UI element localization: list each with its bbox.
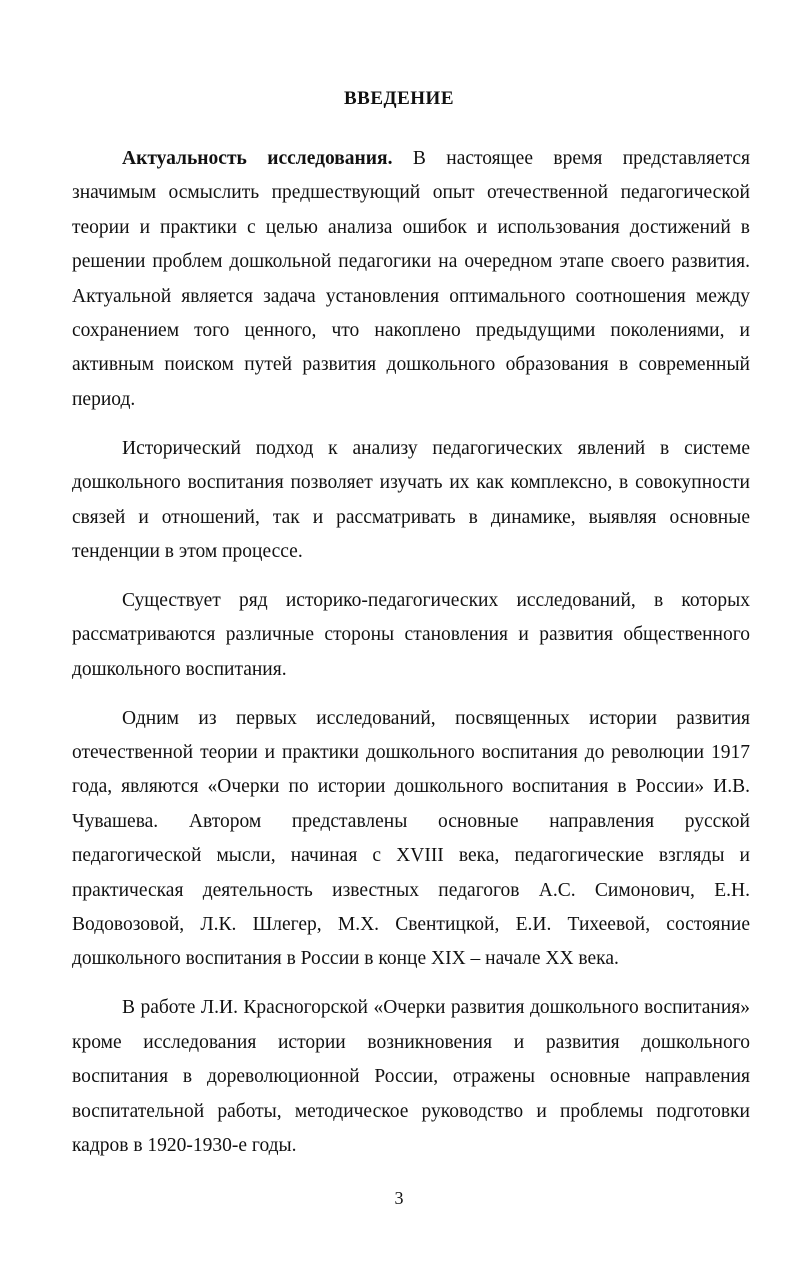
page-number: 3	[394, 1188, 404, 1208]
paragraph-krasnogorskaya: В работе Л.И. Красногорской «Очерки развития дошкольного воспитания» кроме исследования истории возникновения и развития дошкольного воспитания в дореволюционной России, отражены основные направления воспитательной работы, методическое руководство и проблемы подготовки кадров в 1920-1930-е годы.	[72, 997, 750, 1156]
paragraph-existing-research: Существует ряд историко-педагогических исследований, в которых рассматриваются различные стороны становления и развития общественного дошкольного воспитания.	[72, 589, 750, 680]
paragraph-chuvashev: Одним из первых исследований, посвященных истории развития отечественной теории и практики дошкольного воспитания до революции 1917 года, являются «Очерки по истории дошкольного воспитания в России» И.В. Чувашева. Автором представлены основные направления русской педагогической мысли, начиная с XVIII века, педагогические взгляды и практическая деятельность известных педагогов А.С. Симонович, Е.Н. Водовозовой, Л.К. Шлегер, М.Х. Свентицкой, Е.И. Тихеевой, состояние дошкольного воспитания в России в конце XIX – начале XX века.	[72, 707, 750, 970]
paragraph-lead-heading: Актуальность исследования.	[122, 148, 393, 169]
page-title: ВВЕДЕНИЕ	[344, 88, 454, 109]
paragraph-relevance	[72, 142, 750, 417]
paragraph-text: В настоящее время представляется значимым осмыслить предшествующий опыт отечественной педагогической теории и практики с целью анализа ошибок и использования достижений в решении проблем дошкольной педагогики на очередном этапе своего развития. Актуальной является задача установления оптимального соотношения между сохранением того ценного, что накоплено предыдущими поколениями, и активным поиском путей развития дошкольного образования в современный период.	[72, 148, 750, 410]
body-text	[72, 142, 750, 1163]
paragraph-historical-approach: Исторический подход к анализу педагогических явлений в системе дошкольного воспитания позволяет изучать их как комплексно, в совокупности связей и отношений, так и рассматривать в динамике, выявляя основные тенденции в этом процессе.	[72, 437, 750, 562]
